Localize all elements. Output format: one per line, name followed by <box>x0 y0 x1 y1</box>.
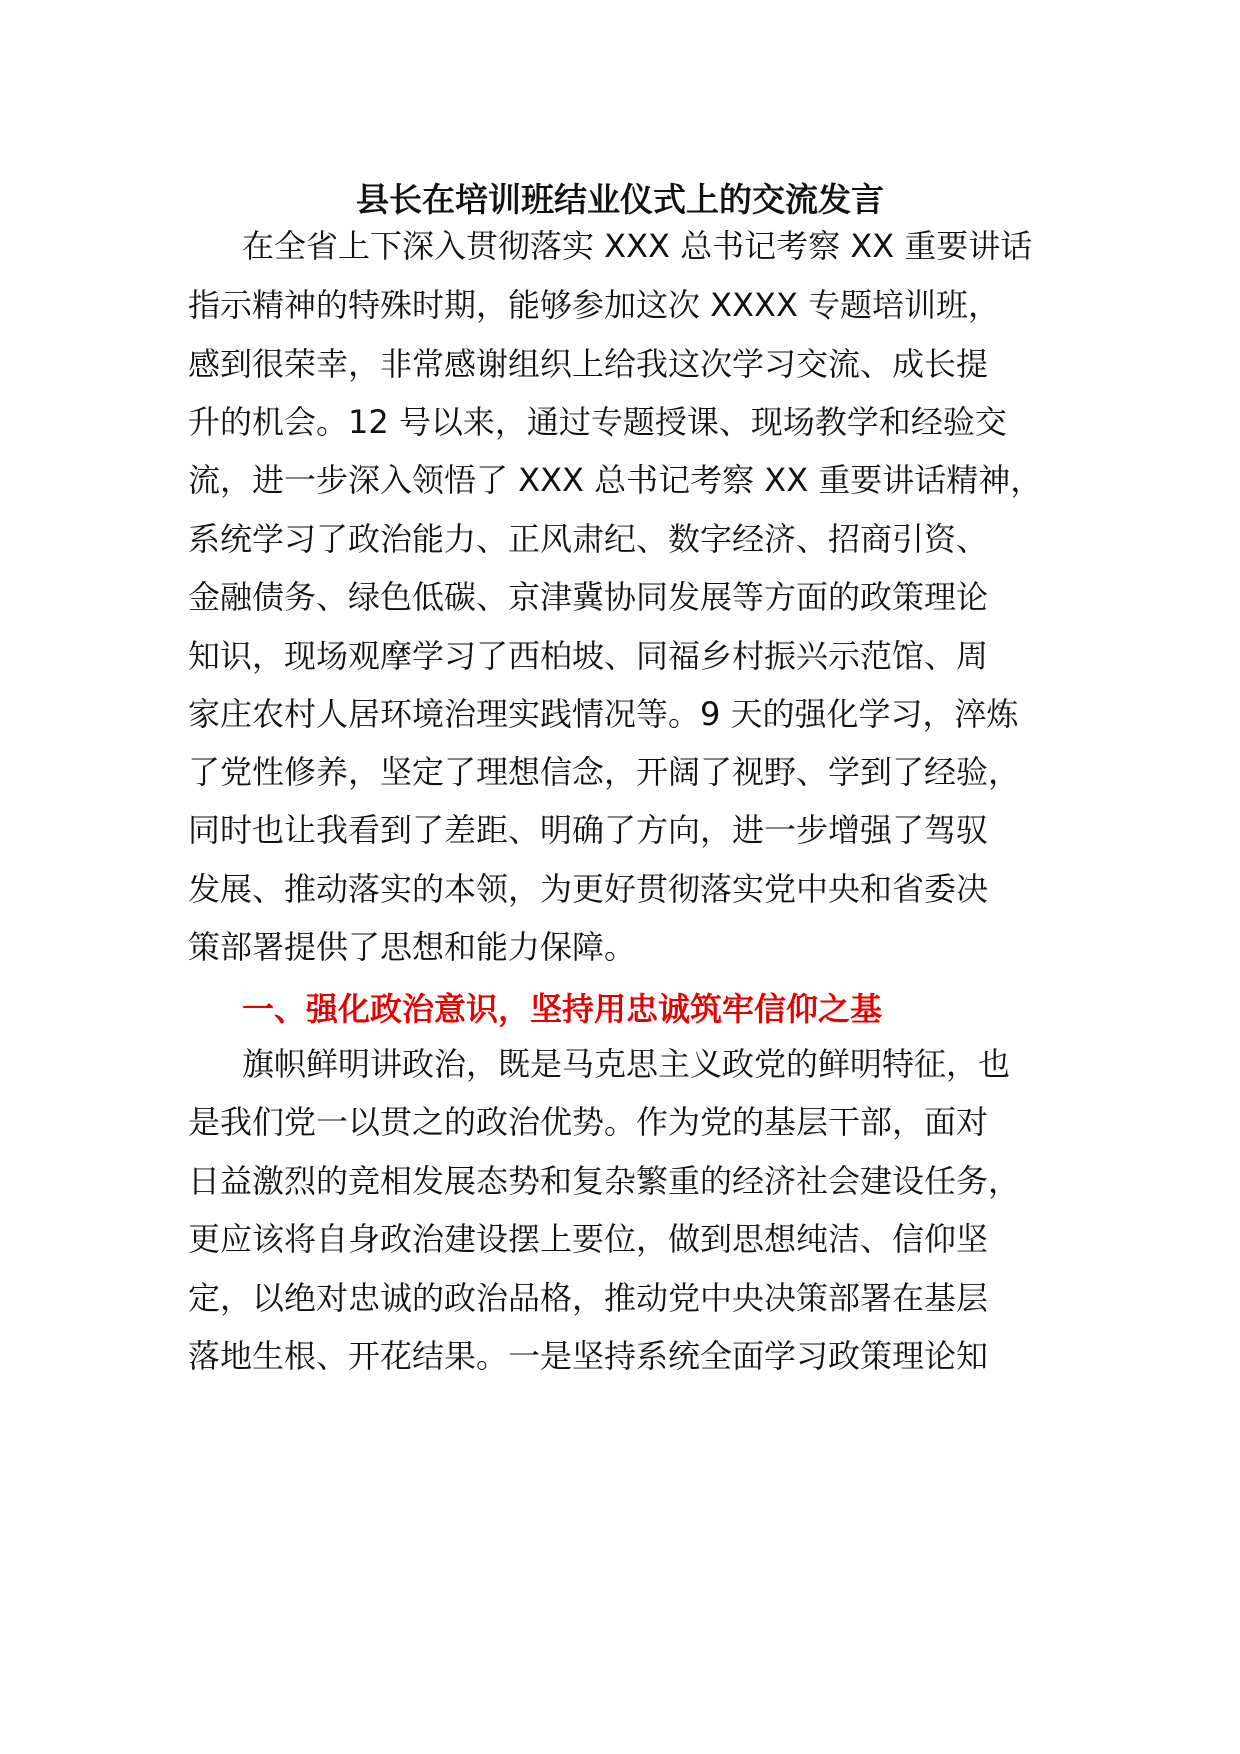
paragraph-line: 指示精神的特殊时期，能够参加这次 XXXX 专题培训班， <box>188 286 1001 324</box>
paragraph-line: 系统学习了政治能力、正风肃纪、数字经济、招商引资、 <box>188 520 989 558</box>
paragraph-line: 发展、推动落实的本领，为更好贯彻落实党中央和省委决 <box>188 870 989 908</box>
paragraph-line: 知识，现场观摩学习了西柏坡、同福乡村振兴示范馆、周 <box>188 637 989 675</box>
paragraph-line: 流，进一步深入领悟了 XXX 总书记考察 XX 重要讲话精神， <box>188 461 1043 499</box>
paragraph-line: 升的机会。12 号以来，通过专题授课、现场教学和经验交 <box>188 403 1007 441</box>
paragraph-line: 日益激烈的竞相发展态势和复杂繁重的经济社会建设任务， <box>188 1162 1021 1200</box>
paragraph-line: 金融债务、绿色低碳、京津冀协同发展等方面的政策理论 <box>188 578 989 616</box>
paragraph-line: 策部署提供了思想和能力保障。 <box>188 928 637 966</box>
paragraph-line: 定，以绝对忠诚的政治品格，推动党中央决策部署在基层 <box>188 1279 989 1317</box>
paragraph-line: 落地生根、开花结果。一是坚持系统全面学习政策理论知 <box>188 1337 989 1375</box>
paragraph-line: 了党性修养，坚定了理想信念，开阔了视野、学到了经验， <box>188 753 1021 791</box>
paragraph-line: 感到很荣幸，非常感谢组织上给我这次学习交流、成长提 <box>188 345 989 383</box>
paragraph-line: 旗帜鲜明讲政治，既是马克思主义政党的鲜明特征，也 <box>242 1045 1011 1083</box>
paragraph-line: 家庄农村人居环境治理实践情况等。9 天的强化学习，淬炼 <box>188 695 1019 733</box>
paragraph-line: 是我们党一以贯之的政治优势。作为党的基层干部，面对 <box>188 1103 989 1141</box>
paragraph-line: 在全省上下深入贯彻落实 XXX 总书记考察 XX 重要讲话 <box>242 227 1033 265</box>
paragraph-line: 同时也让我看到了差距、明确了方向，进一步增强了驾驭 <box>188 811 989 849</box>
document-title: 县长在培训班结业仪式上的交流发言 <box>356 180 884 219</box>
paragraph-line: 更应该将自身政治建设摆上要位，做到思想纯洁、信仰坚 <box>188 1220 989 1258</box>
section-heading: 一、强化政治意识，坚持用忠诚筑牢信仰之基 <box>242 990 883 1028</box>
